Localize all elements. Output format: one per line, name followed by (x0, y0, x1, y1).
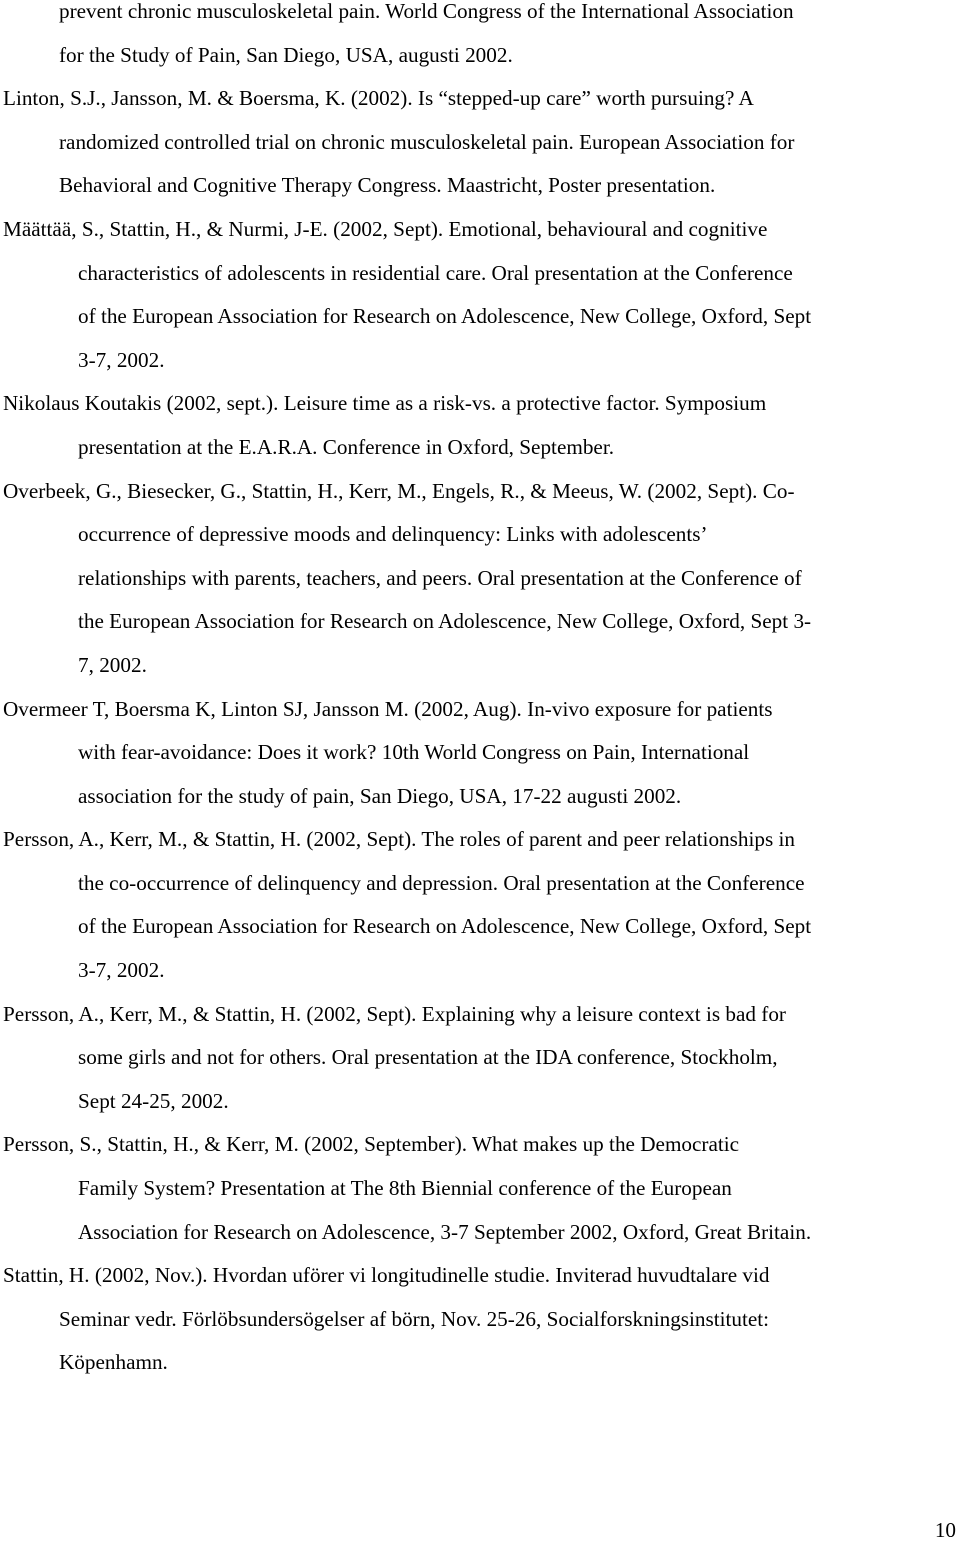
reference-entry (0, 77, 960, 208)
reference-line: the co-occurrence of delinquency and depression. Oral presentation at the Conference (78, 870, 805, 895)
reference-line: Overmeer T, Boersma K, Linton SJ, Jansson M. (2002, Aug). In-vivo exposure for patients (3, 696, 773, 721)
reference-line: Linton, S.J., Jansson, M. & Boersma, K. (2002). Is “stepped-up care” worth pursuing? A (3, 86, 754, 111)
reference-line: some girls and not for others. Oral presentation at the IDA conference, Stockholm, (78, 1045, 778, 1070)
reference-line: Persson, S., Stattin, H., & Kerr, M. (2002, September). What makes up the Democratic (3, 1132, 740, 1157)
reference-line: Family System? Presentation at The 8th Biennial conference of the European (78, 1176, 732, 1201)
reference-line: Nikolaus Koutakis (2002, sept.). Leisure time as a risk-vs. a protective factor. Symposium (3, 391, 767, 416)
reference-line: Persson, A., Kerr, M., & Stattin, H. (2002, Sept). Explaining why a leisure context is bad for (3, 1001, 786, 1026)
reference-entry (0, 470, 960, 688)
reference-entry (0, 993, 960, 1124)
reference-line: Määttää, S., Stattin, H., & Nurmi, J-E. (2002, Sept). Emotional, behavioural and cognitive (3, 216, 768, 241)
page-number: 10 (934, 1518, 956, 1542)
reference-line: Stattin, H. (2002, Nov.). Hvordan uförer vi longitudinelle studie. Inviterad huvudtalare vid (3, 1263, 770, 1288)
reference-line: of the European Association for Research on Adolescence, New College, Oxford, Sept (78, 914, 812, 939)
reference-line: association for the study of pain, San Diego, USA, 17-22 augusti 2002. (78, 783, 682, 808)
reference-entry (0, 0, 960, 77)
reference-line: for the Study of Pain, San Diego, USA, augusti 2002. (59, 42, 513, 67)
reference-entry (0, 818, 960, 992)
reference-line: 7, 2002. (78, 652, 147, 677)
reference-line: Köpenhamn. (59, 1350, 168, 1375)
reference-line: occurrence of depressive moods and delinquency: Links with adolescents’ (78, 522, 708, 547)
reference-entry (0, 1254, 960, 1385)
reference-line: Overbeek, G., Biesecker, G., Stattin, H., Kerr, M., Engels, R., & Meeus, W. (2002, Sept). Co- (3, 478, 795, 503)
reference-entry (0, 688, 960, 819)
reference-line: relationships with parents, teachers, and peers. Oral presentation at the Conference of (78, 565, 802, 590)
reference-line: of the European Association for Research on Adolescence, New College, Oxford, Sept (78, 304, 812, 329)
reference-line: prevent chronic musculoskeletal pain. World Congress of the International Association (59, 0, 794, 23)
reference-line: 3-7, 2002. (78, 347, 165, 372)
reference-line: Seminar vedr. Förlöbsundersögelser af börn, Nov. 25-26, Socialforskningsinstitutet: (59, 1306, 770, 1331)
reference-line: Association for Research on Adolescence, 3-7 September 2002, Oxford, Great Britain. (78, 1219, 812, 1244)
reference-line: the European Association for Research on Adolescence, New College, Oxford, Sept 3- (78, 609, 812, 634)
reference-line: 3-7, 2002. (78, 958, 165, 983)
reference-line: Persson, A., Kerr, M., & Stattin, H. (2002, Sept). The roles of parent and peer relationships in (3, 827, 795, 852)
reference-line: Behavioral and Cognitive Therapy Congress. Maastricht, Poster presentation. (59, 173, 716, 198)
reference-line: randomized controlled trial on chronic musculoskeletal pain. European Association for (59, 129, 795, 154)
reference-entry (0, 382, 960, 469)
reference-line: presentation at the E.A.R.A. Conference in Oxford, September. (78, 434, 615, 459)
reference-entry (0, 208, 960, 382)
reference-line: Sept 24-25, 2002. (78, 1088, 229, 1113)
reference-line: with fear-avoidance: Does it work? 10th World Congress on Pain, International (78, 740, 750, 765)
reference-line: characteristics of adolescents in residential care. Oral presentation at the Conference (78, 260, 793, 285)
reference-entry (0, 1123, 960, 1254)
